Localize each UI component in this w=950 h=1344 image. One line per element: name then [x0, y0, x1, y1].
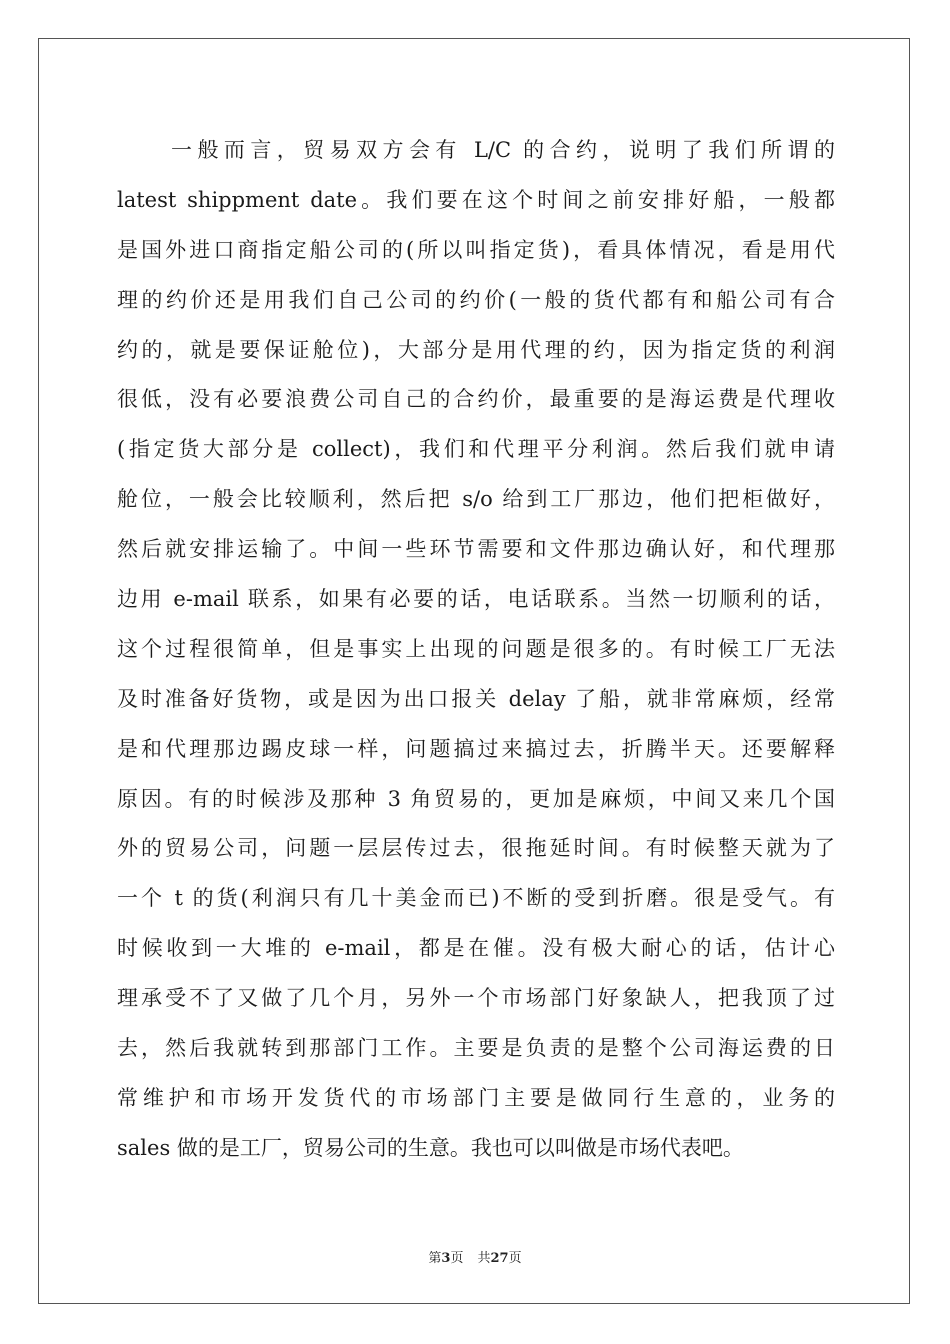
text-line: 常维护和市场开发货代的市场部门主要是做同行生意的，业务的: [117, 1085, 835, 1110]
text-line: sales 做的是工厂，贸易公司的生意。我也可以叫做是市场代表吧。: [117, 1135, 744, 1160]
total-unit: 页: [508, 1251, 522, 1266]
text-line: 时候收到一大堆的 e-mail，都是在催。没有极大耐心的话，估计心: [117, 936, 835, 961]
text-line: latest shippment date。我们要在这个时间之前安排好船，一般都: [117, 187, 835, 212]
page-number: 3: [441, 1251, 451, 1266]
body-paragraph: [117, 126, 835, 1174]
text-line: 去，然后我就转到那部门工作。主要是负责的是整个公司海运费的日: [117, 1036, 835, 1061]
text-line: 原因。有的时候涉及那种 3 角贸易的，更加是麻烦，中间又来几个国: [117, 786, 835, 811]
text-line: 一个 t 的货(利润只有几十美金而已)不断的受到折磨。很是受气。有: [117, 886, 835, 911]
text-line: 外的贸易公司，问题一层层传过去，很拖延时间。有时候整天就为了: [117, 836, 835, 861]
text-line: 是和代理那边踢皮球一样，问题搞过来搞过去，折腾半天。还要解释: [117, 736, 835, 761]
text-line: (指定货大部分是 collect)，我们和代理平分利润。然后我们就申请: [117, 437, 835, 462]
text-line: 是国外进口商指定船公司的(所以叫指定货)，看具体情况，看是用代: [117, 237, 835, 262]
text-line: 然后就安排运输了。中间一些环节需要和文件那边确认好，和代理那: [117, 537, 835, 562]
text-line: 及时准备好货物，或是因为出口报关 delay 了船，就非常麻烦，经常: [117, 686, 835, 711]
text-line: 很低，没有必要浪费公司自己的合约价，最重要的是海运费是代理收: [117, 387, 835, 412]
text-line: 舱位，一般会比较顺利，然后把 s/o 给到工厂那边，他们把柜做好，: [117, 487, 835, 512]
page-total: 27: [490, 1251, 509, 1266]
page-unit: 页: [450, 1251, 464, 1266]
page-prefix: 第: [428, 1251, 442, 1266]
text-line: 理的约价还是用我们自己公司的约价(一般的货代都有和船公司有合: [117, 287, 835, 312]
text-line: 约的，就是要保证舱位)，大部分是用代理的约，因为指定货的利润: [117, 337, 835, 362]
text-line: 理承受不了又做了几个月，另外一个市场部门好象缺人，把我顶了过: [117, 986, 835, 1011]
text-line: 这个过程很简单，但是事实上出现的问题是很多的。有时候工厂无法: [117, 636, 835, 661]
text-line: 边用 e-mail 联系，如果有必要的话，电话联系。当然一切顺利的话，: [117, 587, 835, 612]
page-footer: [0, 1247, 950, 1266]
total-prefix: 共: [477, 1251, 491, 1266]
text-line: 一般而言，贸易双方会有 L/C 的合约，说明了我们所谓的: [171, 138, 835, 162]
